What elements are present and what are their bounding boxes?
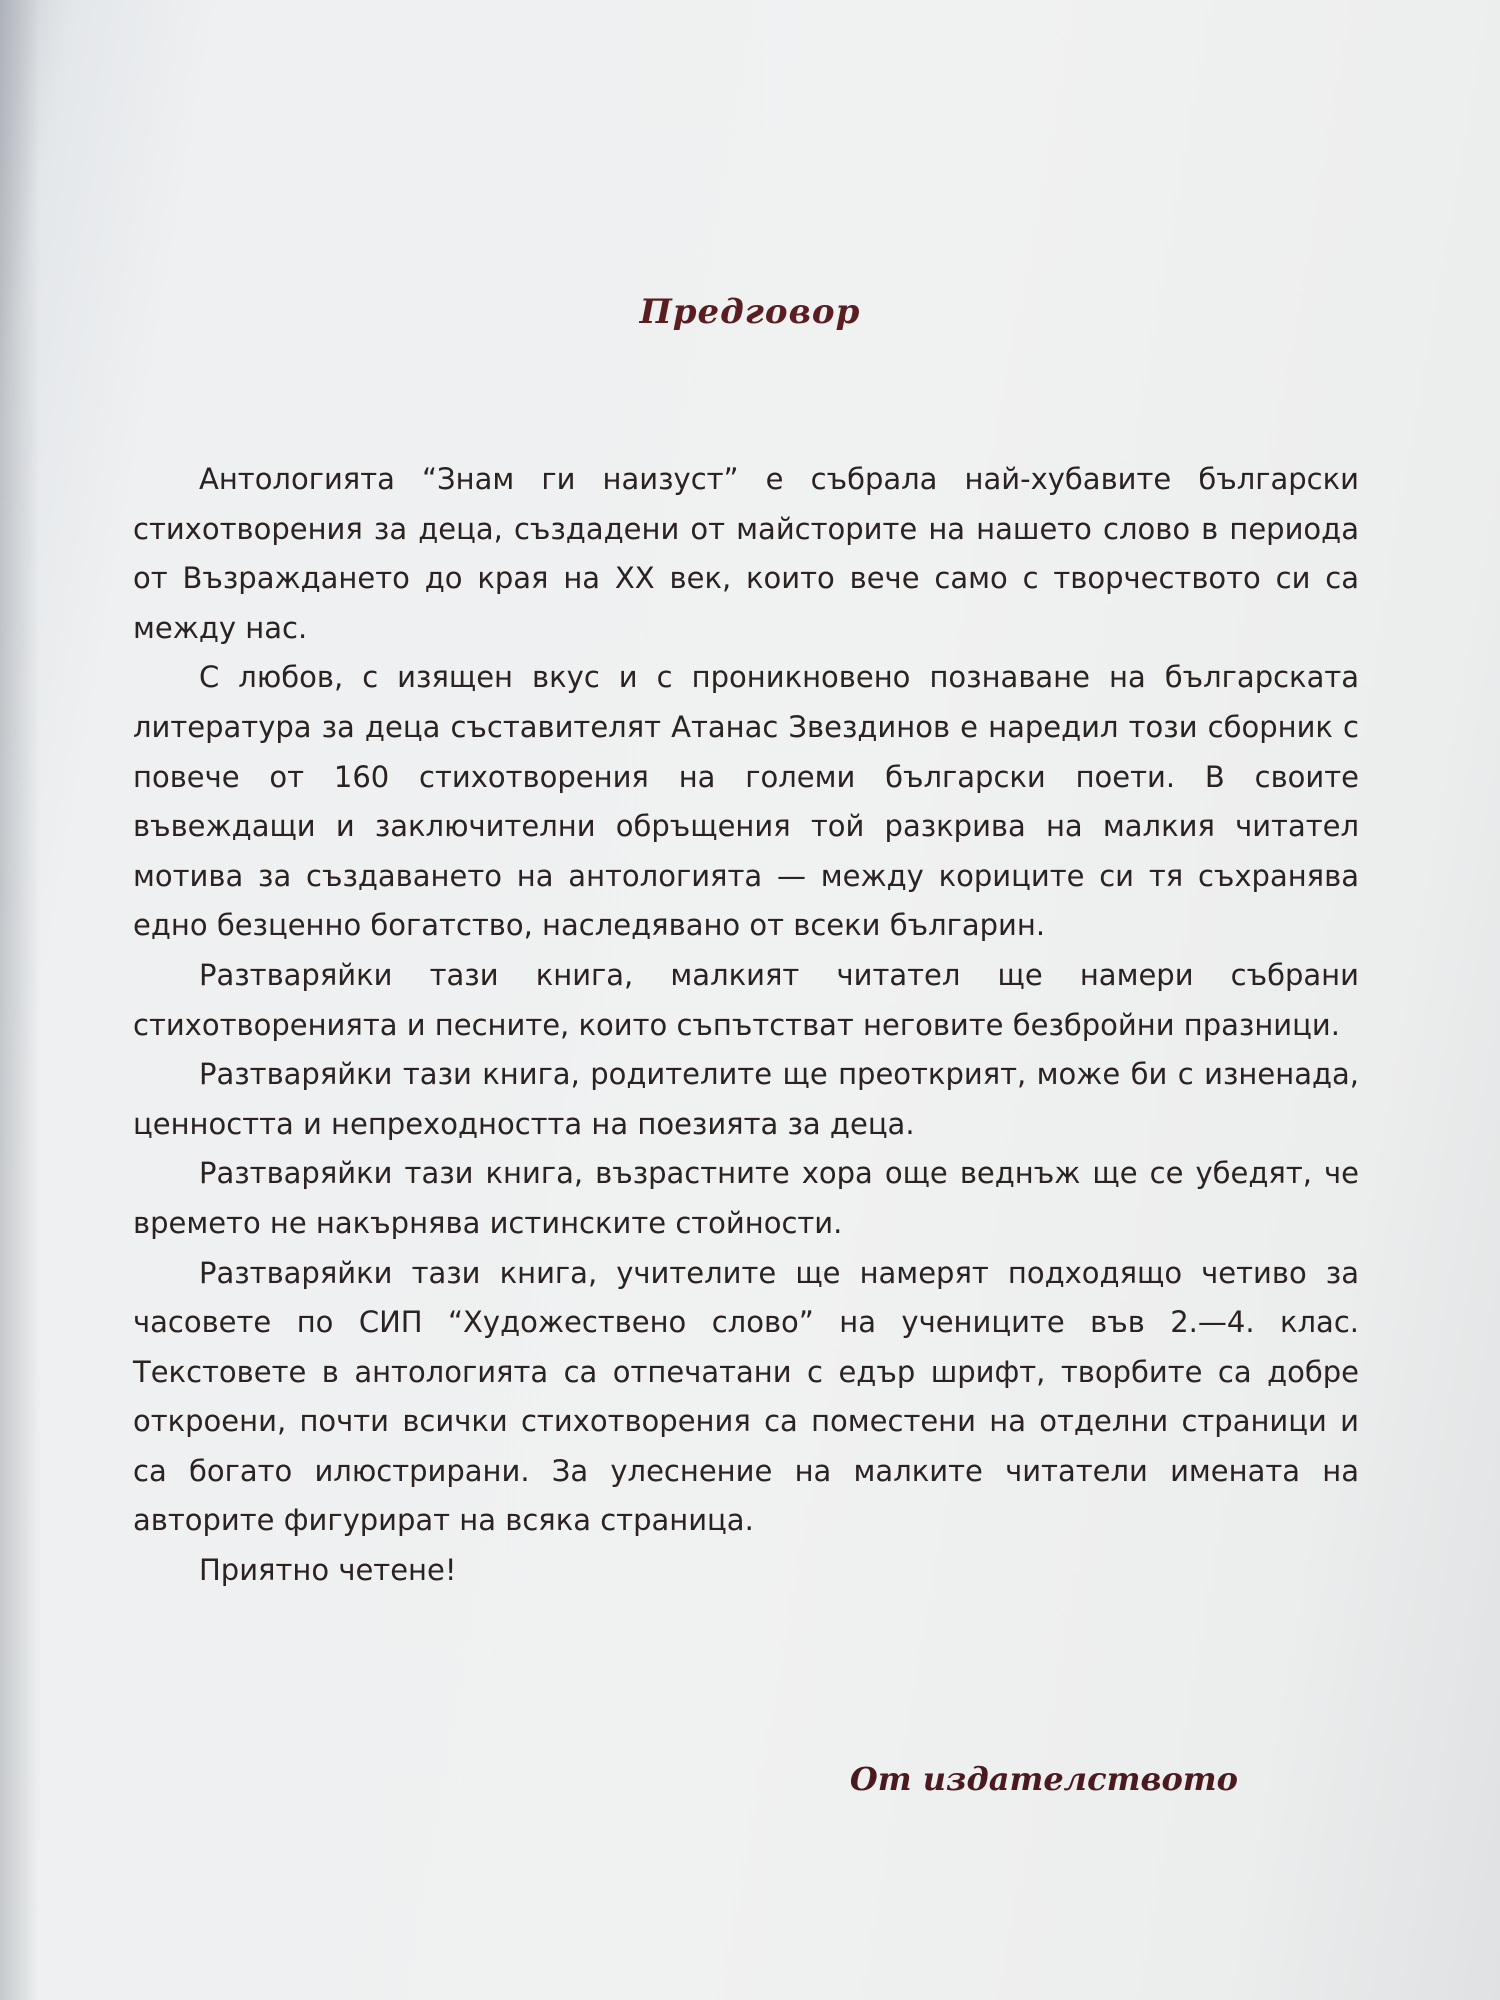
preface-body [133,455,1359,1596]
paragraph-5: Разтваряйки тази книга, възрастните хора още веднъж ще се убедят, че времето не накърнява истинските стойности. [133,1156,1359,1240]
paragraph-6: Разтваряйки тази книга, учителите ще намерят подходящо четиво за часовете по СИП “Художествено слово” на учениците във 2.—4. клас. Текстовете в антологията са отпечатани с едър шрифт, творбите са добре откроени, почти всички стихотворения са поместени на отделни страници и са богато илюстрирани. За улеснение на малките читатели имената на авторите фигурират на всяка страница. [133,1255,1359,1538]
page-title: Предговор [639,292,861,332]
publisher-signature: От издателството [849,1760,1238,1798]
closing-line: Приятно четене! [199,1553,457,1588]
paragraph-2: С любов, с изящен вкус и с проникновено познаване на българската литература за деца съставителят Атанас Звездинов е наредил този сборник с повече от 160 стихотворения на големи български поети. В своите въвеждащи и заключителни обръщения той разкрива на малкия читател мотива за създаването на антологията — между кориците си тя съхранява едно безценно богатство, наследявано от всеки българин. [133,660,1359,943]
paragraph-1: Антологията “Знам ги наизуст” е събрала най-хубавите български стихотворения за деца, създадени от майсторите на нашето слово в периода от Възраждането до края на XX век, които вече само с творчеството си са между нас. [133,462,1359,645]
paragraph-4: Разтваряйки тази книга, родителите ще преоткрият, може би с изненада, ценността и непреходността на поезията за деца. [133,1057,1359,1141]
paragraph-3: Разтваряйки тази книга, малкият читател ще намери събрани стихотворенията и песните, които съпътстват неговите безбройни празници. [133,957,1359,1042]
